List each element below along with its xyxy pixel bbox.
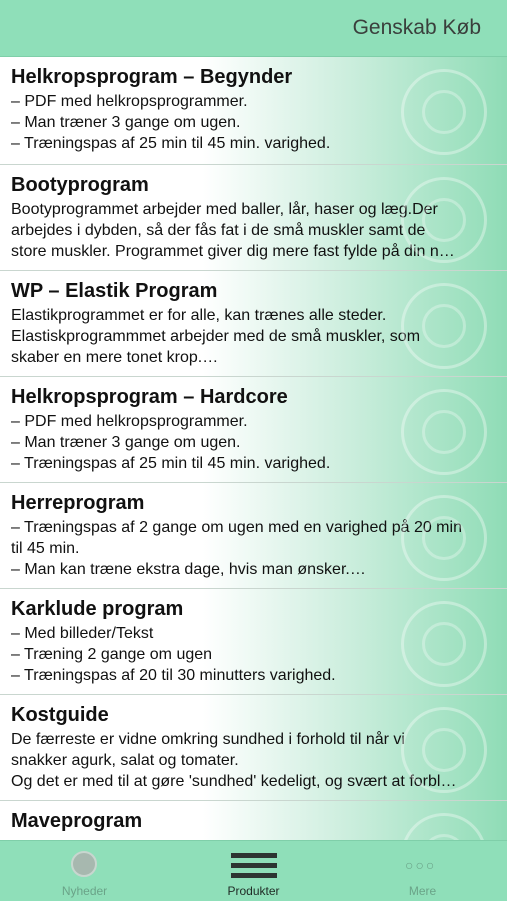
product-description: – Med billeder/Tekst – Træning 2 gange om ugen – Træningspas af 20 til 30 minutters varighed. [11, 625, 336, 684]
tab-nyheder[interactable] [0, 841, 169, 901]
product-description: – PDF med helkropsprogrammer. – Man træner 3 gange om ugen. – Træningspas af 25 min til 45 min. varighed. [11, 413, 331, 472]
product-title: Helkropsprogram – Begynder [11, 66, 293, 88]
product-description: Bootyprogrammet arbejder med baller, lår, haser og læg.Der arbejdes i dybden, så der fås fat i de små muskler samt de store muskler. Programmet giver dig mere fast fylde på din n… [11, 201, 455, 260]
tab-mere[interactable] [338, 841, 507, 901]
logo-watermark-icon [401, 601, 487, 687]
product-title: Herreprogram [11, 492, 145, 514]
navigation-bar [0, 0, 507, 57]
logo-watermark-icon [401, 495, 487, 581]
product-title: Bootyprogram [11, 174, 149, 196]
list-item[interactable] [0, 271, 507, 377]
list-item[interactable] [0, 57, 507, 165]
logo-watermark-icon [401, 69, 487, 155]
list-item[interactable] [0, 589, 507, 695]
tab-label: Mere [408, 884, 437, 898]
tab-label: Produkter [227, 884, 280, 898]
product-title: Kostguide [11, 704, 109, 726]
restore-purchase-button[interactable]: Genskab Køb [352, 16, 481, 39]
list-icon [231, 853, 277, 879]
logo-watermark-icon [401, 283, 487, 369]
product-description: – PDF med helkropsprogrammer. – Man træner 3 gange om ugen. – Træningspas af 25 min til 45 min. varighed. [11, 93, 331, 152]
list-item[interactable] [0, 377, 507, 483]
product-description: Elastikprogrammet er for alle, kan trænes alle steder. Elastiskprogrammmet arbejder med de små muskler, som skaber en mere tonet krop.… [11, 307, 421, 366]
more-icon: ○○○ [405, 857, 437, 873]
product-title: Helkropsprogram – Hardcore [11, 386, 288, 408]
tab-bar [0, 840, 507, 901]
globe-icon [71, 851, 97, 877]
product-description: De færreste er vidne omkring sundhed i forhold til når vi snakker agurk, salat og tomater. Og det er med til at gøre 'sundhed' kedeligt, og svært at forbl… [11, 731, 457, 790]
logo-watermark-icon [401, 707, 487, 793]
tab-label: Nyheder [61, 884, 108, 898]
list-item[interactable] [0, 695, 507, 801]
list-item[interactable] [0, 801, 507, 840]
logo-watermark-icon [401, 177, 487, 263]
tab-produkter[interactable] [169, 841, 338, 901]
product-list[interactable] [0, 57, 507, 840]
product-title: WP – Elastik Program [11, 280, 218, 302]
list-item[interactable] [0, 165, 507, 271]
product-description: – Træningspas af 2 gange om ugen med en varighed på 20 min til 45 min. – Man kan træne ekstra dage, hvis man ønsker.… [11, 519, 462, 578]
logo-watermark-icon [401, 389, 487, 475]
product-title: Maveprogram [11, 810, 143, 832]
list-item[interactable] [0, 483, 507, 589]
product-title: Karklude program [11, 598, 184, 620]
